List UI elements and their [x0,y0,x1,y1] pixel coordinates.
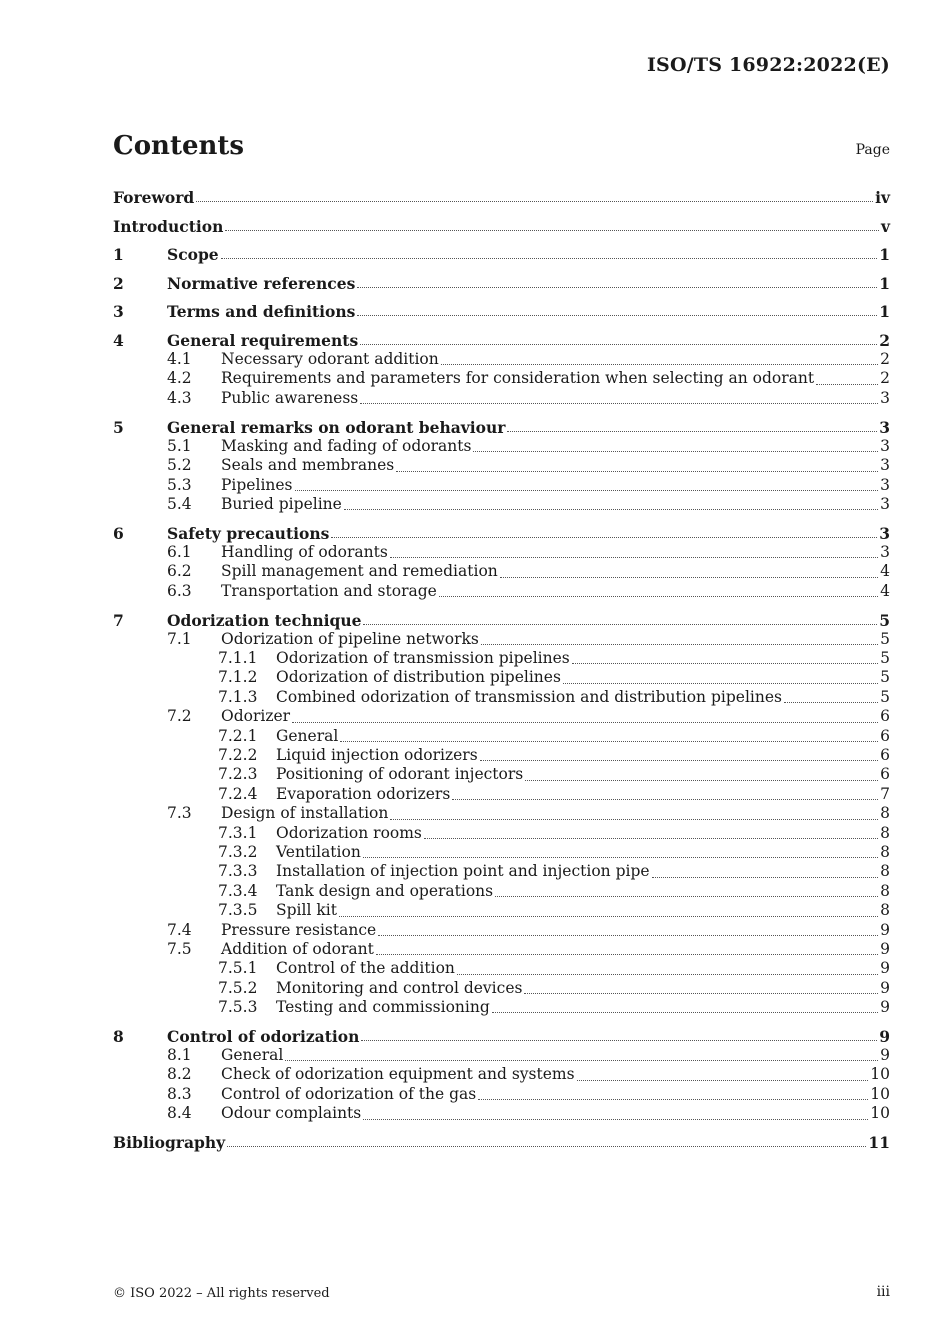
toc-entry[interactable] [113,601,890,630]
toc-entry-title: Positioning of odorant injectors [276,765,524,784]
document-identifier: ISO/TS 16922:2022(E) [646,54,890,76]
toc-entry-page: 9 [879,1027,890,1047]
toc-entry-title: Odorization rooms [276,823,422,842]
toc-entry-page: 9 [880,1046,890,1065]
toc-entry-number: 7.1.2 [218,668,258,687]
toc-entry-page: 3 [880,456,890,475]
toc-entry-title: Normative references [167,273,356,293]
toc-entry-number: 8.3 [167,1084,192,1103]
toc-entry-page: 11 [868,1133,890,1153]
dot-leader [577,1079,869,1081]
copyright-notice: © ISO 2022 – All rights reserved [113,1286,330,1301]
toc-entry-title: Foreword [113,188,195,207]
toc-entry-title: Control of the addition [276,959,455,978]
toc-entry[interactable] [113,901,890,920]
toc-entry[interactable] [113,843,890,862]
toc-entry-title: Control of odorization of the gas [221,1084,477,1103]
toc-entry-title: General [221,1046,284,1065]
dot-leader [524,992,878,994]
toc-entry-page: 9 [880,978,890,997]
contents-heading: Contents [113,131,245,161]
dot-leader [525,779,878,781]
dot-leader [340,740,878,742]
toc-entry-page: 1 [879,245,890,265]
toc-entry-page: iv [875,188,890,207]
dot-leader [285,1059,878,1061]
toc-entry-number: 1 [113,245,124,265]
toc-entry-page: 6 [880,726,890,745]
toc-entry-page: 5 [880,629,890,648]
toc-entry[interactable] [113,1085,890,1104]
dot-leader [507,430,877,432]
toc-entry[interactable] [113,514,890,543]
dot-leader [492,1011,878,1013]
toc-entry[interactable] [113,668,890,687]
toc-entry-number: 7.2 [167,707,192,726]
toc-entry[interactable] [113,746,890,765]
page-column-label: Page [855,142,890,158]
toc-entry-title: Terms and definitions [167,302,356,322]
toc-entry-number: 7.5 [167,939,192,958]
dot-leader [339,915,878,917]
dot-leader [376,953,878,955]
toc-entry-number: 7.5.1 [218,959,258,978]
dot-leader [225,229,879,231]
toc-entry-page: 9 [880,959,890,978]
dot-leader [363,1118,868,1120]
toc-entry-page: v [880,216,890,236]
toc-entry-page: 1 [879,302,890,322]
toc-entry[interactable] [113,562,890,581]
toc-entry-title: General [276,726,339,745]
toc-entry-number: 4.3 [167,388,192,407]
toc-entry[interactable] [113,207,890,236]
toc-entry-title: Odorization of transmission pipelines [276,649,570,668]
toc-entry-number: 8 [113,1027,124,1047]
toc-entry-page: 2 [880,369,890,388]
toc-entry[interactable] [113,998,890,1017]
toc-entry-page: 5 [879,610,890,630]
toc-entry[interactable] [113,940,890,959]
dot-leader [363,856,878,858]
toc-entry-title: Necessary odorant addition [221,349,439,368]
toc-entry-title: Safety precautions [167,523,330,543]
toc-entry-page: 9 [880,939,890,958]
toc-entry[interactable] [113,1104,890,1123]
toc-entry-number: 5.1 [167,436,192,455]
toc-entry-title: Check of odorization equipment and systems [221,1065,575,1084]
dot-leader [495,895,878,897]
dot-leader [424,837,878,839]
toc-entry-number: 7.4 [167,920,192,939]
toc-entry-number: 8.1 [167,1046,192,1065]
page-number: iii [876,1284,890,1300]
toc-entry-page: 5 [880,649,890,668]
toc-entry-title: Pressure resistance [221,920,377,939]
dot-leader [360,343,877,345]
toc-entry[interactable] [113,1046,890,1065]
dot-leader [378,934,878,936]
toc-entry[interactable] [113,1124,890,1153]
toc-entry-number: 7.3.5 [218,901,258,920]
toc-entry-number: 7 [113,610,124,630]
toc-entry-title: Evaporation odorizers [276,784,451,803]
toc-entry-number: 5.2 [167,456,192,475]
toc-entry-title: Monitoring and control devices [276,978,523,997]
toc-entry[interactable] [113,649,890,668]
toc-entry-number: 4.1 [167,349,192,368]
toc-entry[interactable] [113,882,890,901]
toc-entry-title: Control of odorization [167,1027,360,1047]
dot-leader [344,508,878,510]
toc-entry-page: 5 [880,668,890,687]
toc-entry-title: Liquid injection odorizers [276,746,478,764]
toc-entry-number: 7.3.4 [218,881,258,900]
toc-entry-number: 5.4 [167,494,192,513]
dot-leader [572,662,878,664]
toc-entry-page: 10 [870,1065,890,1084]
toc-entry-page: 5 [880,687,890,706]
toc-entry-title: Spill kit [276,901,337,920]
dot-leader [390,818,878,820]
toc-entry[interactable] [113,765,890,784]
toc-entry-page: 3 [880,494,890,513]
toc-entry-title: Combined odorization of transmission and distribution pipelines [276,687,782,706]
toc-entry-page: 9 [880,920,890,939]
toc-entry-number: 2 [113,273,124,293]
dot-leader [295,489,879,491]
dot-leader [500,576,878,578]
toc-entry-title: General requirements [167,330,359,350]
dot-leader [478,1098,868,1100]
toc-entry[interactable] [113,582,890,601]
toc-entry-title: General remarks on odorant behaviour [167,417,506,437]
toc-entry[interactable] [113,804,890,823]
toc-entry[interactable] [113,408,890,437]
toc-entry-page: 10 [870,1104,890,1123]
toc-entry-page: 3 [879,417,890,437]
toc-entry-number: 6.1 [167,542,192,561]
dot-leader [390,556,878,558]
dot-leader [439,595,878,597]
dot-leader [360,402,878,404]
toc-entry[interactable] [113,543,890,562]
toc-entry[interactable] [113,369,890,388]
toc-entry-title: Public awareness [221,388,359,407]
toc-entry-number: 4.2 [167,369,192,388]
dot-leader [441,363,878,365]
toc-entry-number: 7.2.2 [218,746,258,764]
dot-leader [363,623,877,625]
toc-entry-page: 8 [880,842,890,861]
toc-entry[interactable] [113,959,890,978]
toc-entry-title: Seals and membranes [221,456,395,475]
toc-entry-title: Odorization of pipeline networks [221,629,479,648]
toc-entry-number: 8.4 [167,1104,192,1123]
toc-entry-number: 6 [113,523,124,543]
toc-entry[interactable] [113,236,890,265]
dot-leader [227,1145,866,1147]
toc-entry-page: 8 [880,862,890,881]
toc-entry-number: 7.2.1 [218,726,258,745]
toc-entry-page: 6 [880,746,890,764]
toc-entry-title: Addition of odorant [221,939,374,958]
toc-entry-page: 8 [880,881,890,900]
toc-entry-number: 4 [113,330,124,350]
dot-leader [292,721,878,723]
dot-leader [473,450,878,452]
toc-entry[interactable] [113,389,890,408]
toc-entry-title: Odour complaints [221,1104,362,1123]
toc-entry-title: Spill management and remediation [221,562,498,581]
toc-entry-number: 7.1 [167,629,192,648]
toc-entry-page: 6 [880,707,890,726]
toc-entry-page: 3 [879,523,890,543]
toc-entry[interactable] [113,456,890,475]
toc-entry-title: Introduction [113,216,224,236]
toc-entry-page: 3 [880,475,890,494]
toc-entry-title: Scope [167,245,219,265]
toc-entry[interactable] [113,1017,890,1046]
dot-leader [221,257,878,259]
toc-entry-number: 5.3 [167,475,192,494]
dot-leader [652,876,879,878]
toc-entry-title: Buried pipeline [221,494,342,513]
toc-entry-title: Bibliography [113,1133,226,1153]
table-of-contents [113,185,890,1152]
toc-entry[interactable] [113,321,890,350]
toc-entry-page: 4 [880,562,890,581]
toc-entry[interactable] [113,824,890,843]
toc-entry-title: Tank design and operations [276,881,494,900]
toc-entry-page: 7 [880,784,890,803]
dot-leader [357,314,877,316]
toc-entry-page: 10 [870,1084,890,1103]
dot-leader [331,536,877,538]
toc-entry-title: Handling of odorants [221,542,388,561]
toc-entry-number: 7.3.1 [218,823,258,842]
toc-entry-title: Requirements and parameters for consideration when selecting an odorant [221,369,815,388]
toc-entry-title: Odorizer [221,707,291,726]
dot-leader [357,286,877,288]
toc-entry-title: Ventilation [276,842,361,861]
toc-entry-number: 7.3.3 [218,862,258,881]
toc-entry-number: 7.3 [167,804,192,823]
toc-entry[interactable] [113,727,890,746]
toc-entry-number: 3 [113,302,124,322]
dot-leader [196,200,873,202]
toc-entry-number: 8.2 [167,1065,192,1084]
toc-entry-number: 7.2.3 [218,765,258,784]
toc-entry-page: 8 [880,823,890,842]
dot-leader [457,973,878,975]
toc-entry-number: 6.3 [167,581,192,600]
toc-entry-page: 3 [880,542,890,561]
toc-entry[interactable] [113,293,890,322]
toc-entry-page: 3 [880,436,890,455]
toc-entry[interactable] [113,495,890,514]
toc-entry-page: 4 [880,581,890,600]
toc-entry-title: Odorization of distribution pipelines [276,668,561,687]
toc-entry[interactable] [113,630,890,649]
toc-entry-title: Testing and commissioning [276,998,490,1017]
toc-entry[interactable] [113,707,890,726]
toc-entry[interactable] [113,688,890,707]
dot-leader [481,643,878,645]
dot-leader [784,701,878,703]
toc-entry-number: 7.1.3 [218,687,258,706]
toc-entry[interactable] [113,862,890,881]
toc-entry-number: 5 [113,417,124,437]
toc-entry[interactable] [113,264,890,293]
toc-entry-page: 1 [879,273,890,293]
toc-entry-page: 8 [880,901,890,920]
dot-leader [361,1039,877,1041]
dot-leader [452,798,878,800]
toc-entry-page: 2 [879,330,890,350]
toc-entry-title: Installation of injection point and injection pipe [276,862,650,881]
toc-entry-page: 6 [880,765,890,784]
toc-entry[interactable] [113,185,890,207]
toc-entry-title: Design of installation [221,804,389,823]
toc-entry-page: 8 [880,804,890,823]
toc-entry[interactable] [113,437,890,456]
dot-leader [563,682,878,684]
toc-entry-number: 7.3.2 [218,842,258,861]
toc-entry-page: 2 [880,349,890,368]
toc-entry[interactable] [113,476,890,495]
dot-leader [396,470,878,472]
dot-leader [816,383,878,385]
toc-entry[interactable] [113,921,890,940]
toc-entry-title: Pipelines [221,475,293,494]
toc-entry[interactable] [113,979,890,998]
toc-entry-title: Transportation and storage [221,581,437,600]
toc-entry-number: 6.2 [167,562,192,581]
toc-entry-page: 3 [880,388,890,407]
toc-entry[interactable] [113,785,890,804]
toc-entry-number: 7.5.3 [218,998,258,1017]
toc-entry-title: Odorization technique [167,610,362,630]
toc-entry[interactable] [113,350,890,369]
toc-entry[interactable] [113,1065,890,1084]
toc-entry-page: 9 [880,998,890,1017]
toc-entry-title: Masking and fading of odorants [221,436,472,455]
toc-entry-number: 7.5.2 [218,978,258,997]
dot-leader [480,759,878,761]
toc-entry-number: 7.1.1 [218,649,258,668]
toc-entry-number: 7.2.4 [218,784,258,803]
